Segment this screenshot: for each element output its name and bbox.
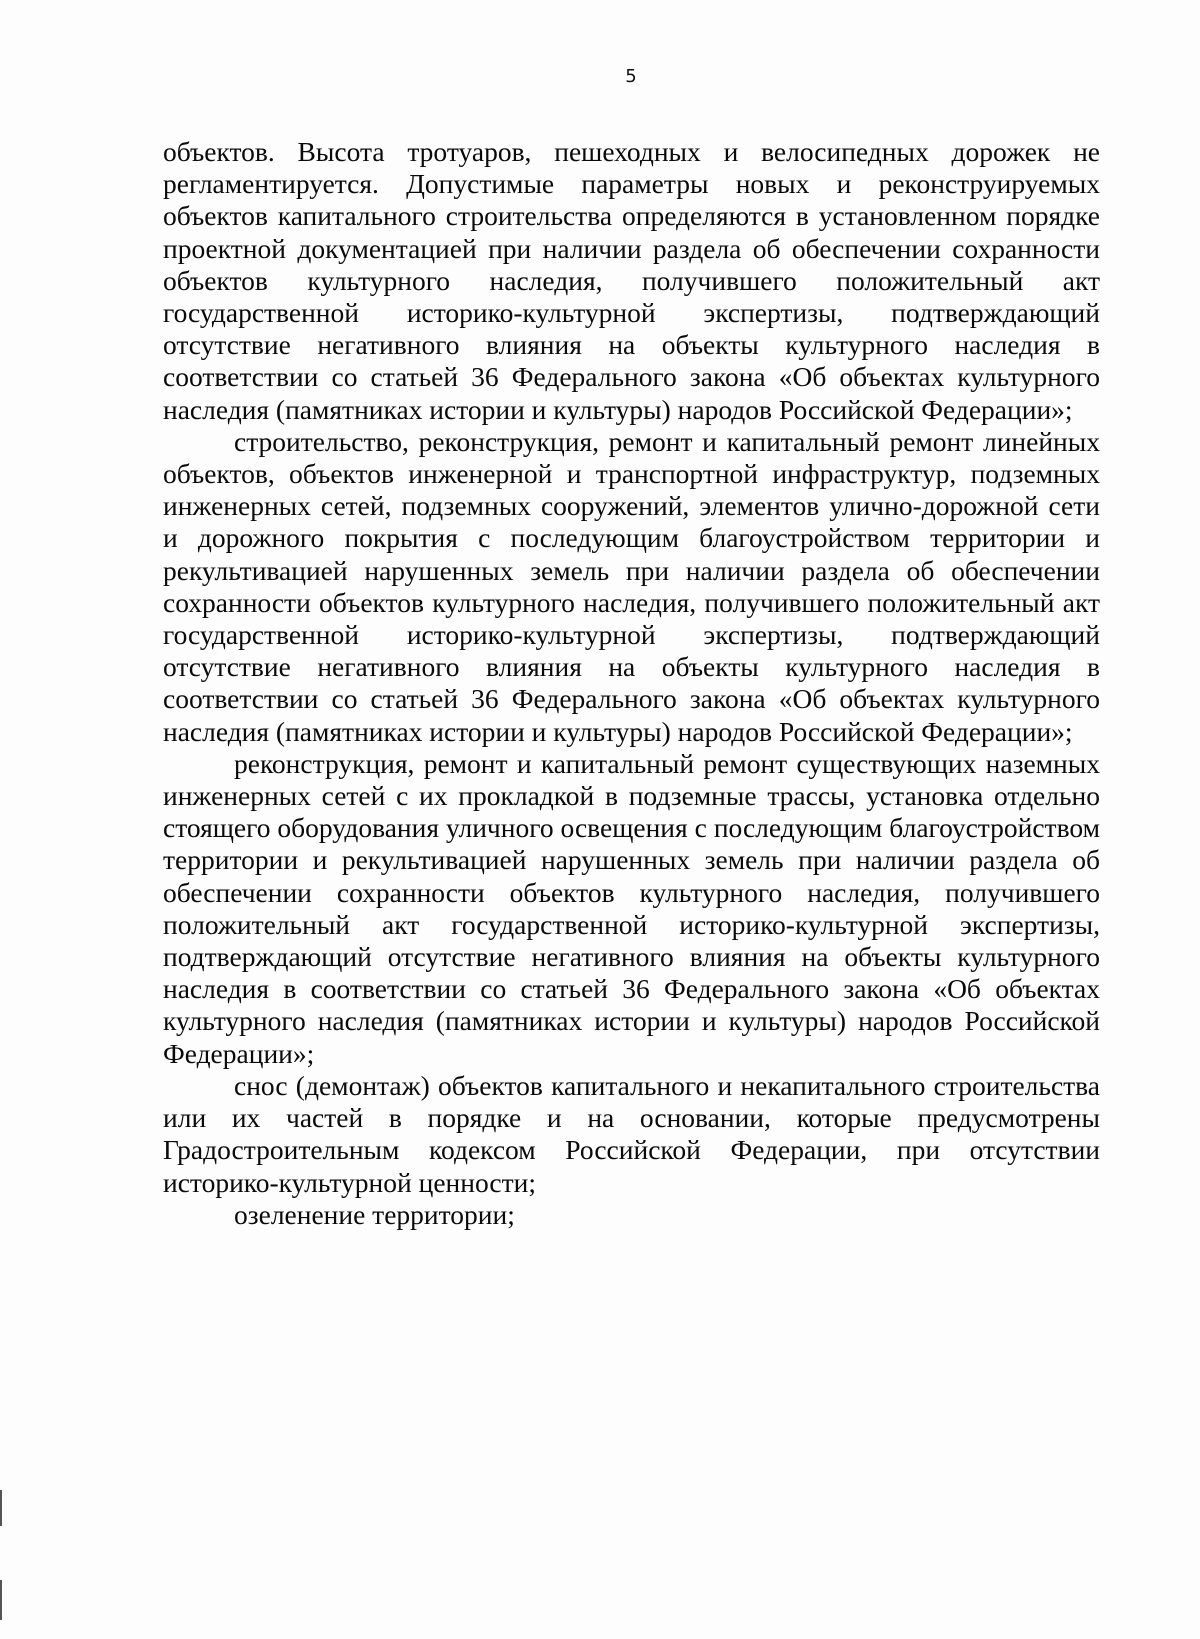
paragraph-engineering-networks: реконструкция, ремонт и капитальный ремонт существующих наземных инженерных сетей с их прокладкой в подземные трассы, установка отдельно стоящего оборудования уличного освещения с последующим благоустройством территории и рекультивацией нарушенных земель при наличии раздела об обеспечении сохранности объектов культурного наследия, получившего положительный акт государственной историко-культурной экспертизы, подтверждающий отсутствие негативного влияния на объекты культурного наследия в соответствии со статьей 36 Федерального закона «Об объектах культурного наследия (памятниках истории и культуры) народов Российской Федерации»; [163,747,1100,1069]
paragraph-demolition: снос (демонтаж) объектов капитального и некапитального строительства или их частей в порядке и на основании, которые предусмотрены Градостроительным кодексом Российской Федерации, при отсутствии историко-культурной ценности; [163,1069,1100,1198]
page-number: 5 [625,66,637,87]
paragraph-landscaping: озеленение территории; [234,1198,515,1230]
scan-edge-mark [0,1490,2,1526]
scan-edge-mark [0,1580,2,1620]
paragraph-continuation: объектов. Высота тротуаров, пешеходных и велосипедных дорожек не регламентируется. Допустимые параметры новых и реконструируемых объектов капитального строительства определяются в установленном порядке проектной документацией при наличии раздела об обеспечении сохранности объектов культурного наследия, получившего положительный акт государственной историко-культурной экспертизы, подтверждающий отсутствие негативного влияния на объекты культурного наследия в соответствии со статьей 36 Федерального закона «Об объектах культурного наследия (памятниках истории и культуры) народов Российской Федерации»; [163,136,1100,425]
document-body [163,136,1100,1231]
paragraph-linear-objects: строительство, реконструкция, ремонт и капитальный ремонт линейных объектов, объектов инженерной и транспортной инфраструктур, подземных инженерных сетей, подземных сооружений, элементов улично-дорожной сети и дорожного покрытия с последующим благоустройством территории и рекультивацией нарушенных земель при наличии раздела об обеспечении сохранности объектов культурного наследия, получившего положительный акт государственной историко-культурной экспертизы, подтверждающий отсутствие негативного влияния на объекты культурного наследия в соответствии со статьей 36 Федерального закона «Об объектах культурного наследия (памятниках истории и культуры) народов Российской Федерации»; [163,425,1100,747]
